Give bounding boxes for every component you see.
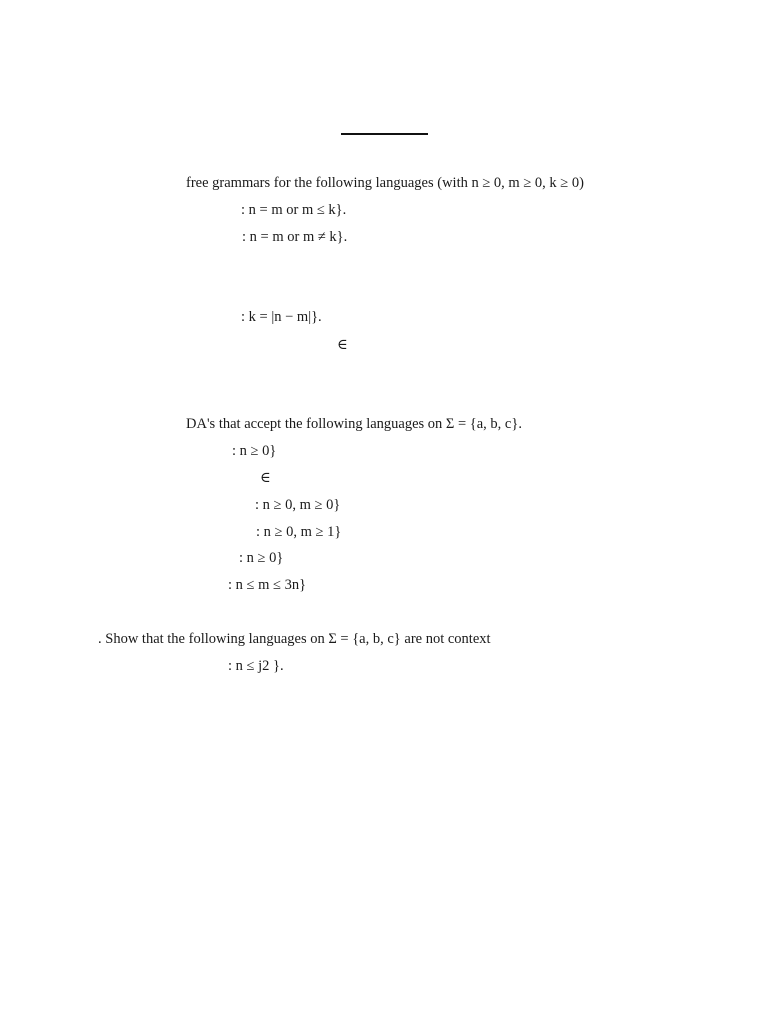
problem-1-part-a: : n = m or m ≤ k}.: [241, 202, 347, 218]
element-of-symbol: ∈: [337, 337, 348, 353]
problem-3-intro: . Show that the following languages on Σ = {a, b, c} are not context: [98, 631, 491, 647]
problem-3-part-a: : n ≤ j2 }.: [228, 658, 284, 674]
problem-2-intro: DA's that accept the following languages on Σ = {a, b, c}.: [186, 416, 522, 432]
problem-2-part-d: : n ≥ 0}: [239, 550, 284, 566]
problem-1-intro: free grammars for the following languages (with n ≥ 0, m ≥ 0, k ≥ 0): [186, 175, 584, 191]
problem-1-part-b: : n = m or m ≠ k}.: [242, 229, 348, 245]
title-underline: [341, 133, 428, 135]
problem-2-part-a: : n ≥ 0}: [232, 443, 277, 459]
problem-1-part-c: : k = |n − m|}.: [241, 309, 322, 325]
problem-2-part-c: : n ≥ 0, m ≥ 1}: [256, 524, 342, 540]
element-of-symbol: ∈: [260, 470, 271, 486]
problem-2-part-e: : n ≤ m ≤ 3n}: [228, 577, 307, 593]
problem-2-part-b: : n ≥ 0, m ≥ 0}: [255, 497, 341, 513]
